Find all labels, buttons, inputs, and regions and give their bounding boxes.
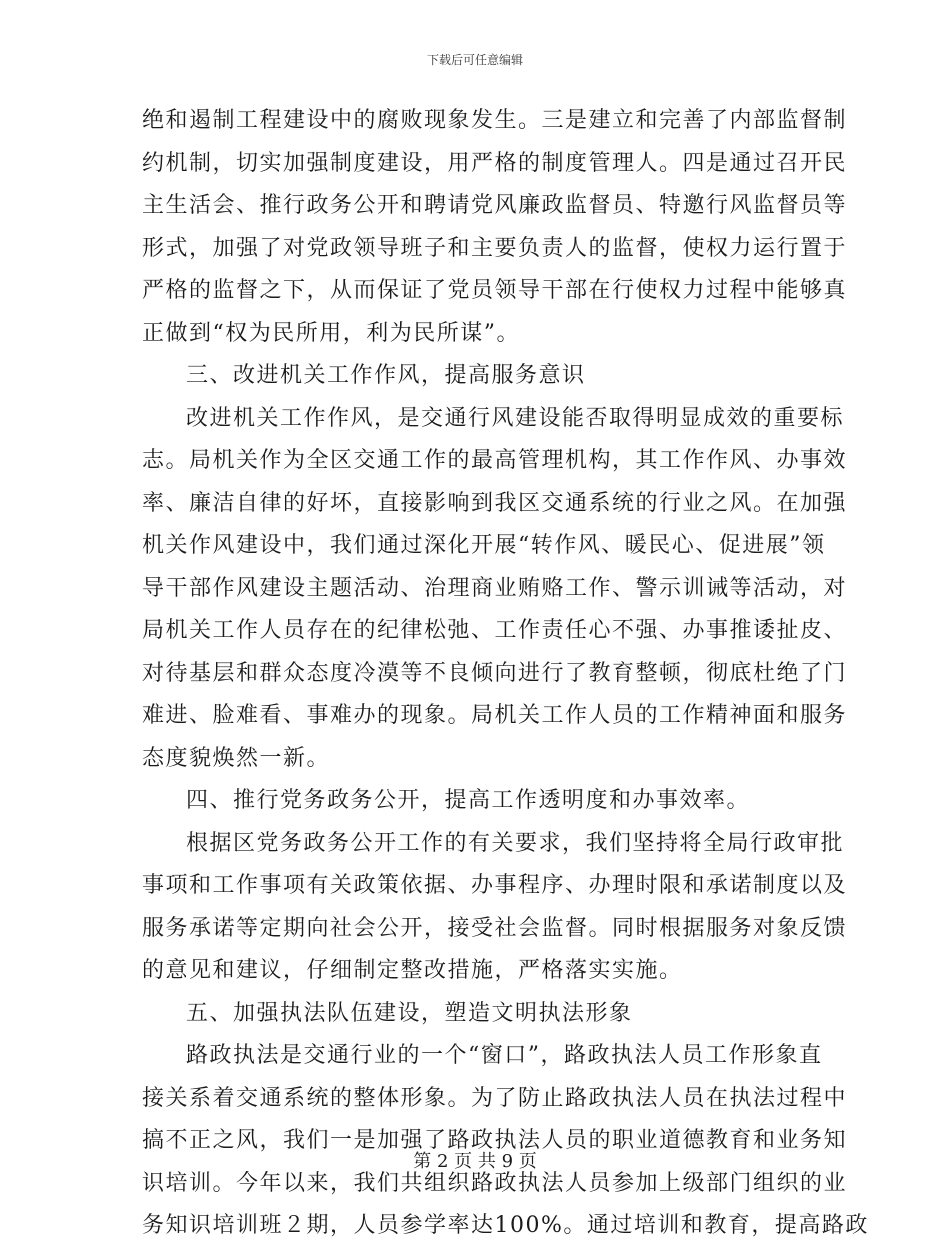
text-line: 主生活会、推行政务公开和聘请党风廉政监督员、特邀行风监督员等 — [142, 193, 848, 218]
text-line: 接关系着交通系统的整体形象。为了防止路政执法人员在执法过程中 — [142, 1085, 848, 1111]
text-line: 正做到“权为民所用，利为民所谋”。 — [142, 320, 520, 346]
text-line: 局机关工作人员存在的纪律松弛、工作责任心不强、办事推诿扯皮、 — [142, 618, 848, 643]
text-line: 机关作风建设中，我们通过深化开展“转作风、暖民心、促进展”领 — [142, 533, 826, 558]
text-line: 识培训。今年以来，我们共组织路政执法人员参加上级部门组织的业 — [142, 1170, 848, 1196]
document-body — [142, 100, 869, 1248]
text-line: 志。局机关作为全区交通工作的最高管理机构，其工作作风、办事效 — [142, 448, 848, 473]
text-line: 四、推行党务政务公开，提高工作透明度和办事效率。 — [186, 788, 751, 813]
text-line: 严格的监督之下，从而保证了党员领导干部在行使权力过程中能够真 — [142, 278, 848, 303]
text-line: 率、廉洁自律的好坏，直接影响到我区交通系统的行业之风。在加强 — [142, 490, 848, 516]
page-header: 下载后可任意编辑 — [426, 53, 523, 67]
text-line: 难进、脸难看、事难办的现象。局机关工作人员的工作精神面和服务 — [142, 703, 848, 728]
text-line: 事项和工作事项有关政策依据、办事程序、办理时限和承诺制度以及 — [142, 873, 848, 898]
text-line: 服务承诺等定期向社会公开，接受社会监督。同时根据服务对象反馈 — [142, 915, 848, 941]
text-line: 约机制，切实加强制度建设，用严格的制度管理人。四是通过召开民 — [142, 150, 848, 176]
text-line: 对待基层和群众态度冷漠等不良倾向进行了教育整顿，彻底杜绝了门 — [142, 660, 848, 686]
text-line: 态度貌焕然一新。 — [142, 745, 331, 771]
text-line: 根据区党务政务公开工作的有关要求，我们坚持将全局行政审批 — [186, 830, 845, 856]
text-line: 务知识培训班２期，人员参学率达100%。通过培训和教育，提高路政 — [142, 1213, 869, 1238]
text-line: 三、改进机关工作作风，提高服务意识 — [186, 363, 586, 388]
text-line: 导干部作风建设主题活动、治理商业贿赂工作、警示训诫等活动，对 — [142, 575, 848, 601]
text-line: 绝和遏制工程建设中的腐败现象发生。三是建立和完善了内部监督制 — [142, 108, 848, 133]
page-number-footer: 第 2 页 共 9 页 — [413, 1151, 537, 1172]
text-line: 搞不正之风，我们一是加强了路政执法人员的职业道德教育和业务知 — [142, 1128, 848, 1153]
text-line: 改进机关工作作风，是交通行风建设能否取得明显成效的重要标 — [186, 405, 845, 431]
text-line: 的意见和建议，仔细制定整改措施，严格落实实施。 — [142, 958, 683, 983]
text-line: 路政执法是交通行业的一个“窗口”，路政执法人员工作形象直 — [186, 1043, 823, 1068]
text-line: 五、加强执法队伍建设，塑造文明执法形象 — [186, 1000, 633, 1026]
text-line: 形式，加强了对党政领导班子和主要负责人的监督，使权力运行置于 — [142, 235, 848, 261]
